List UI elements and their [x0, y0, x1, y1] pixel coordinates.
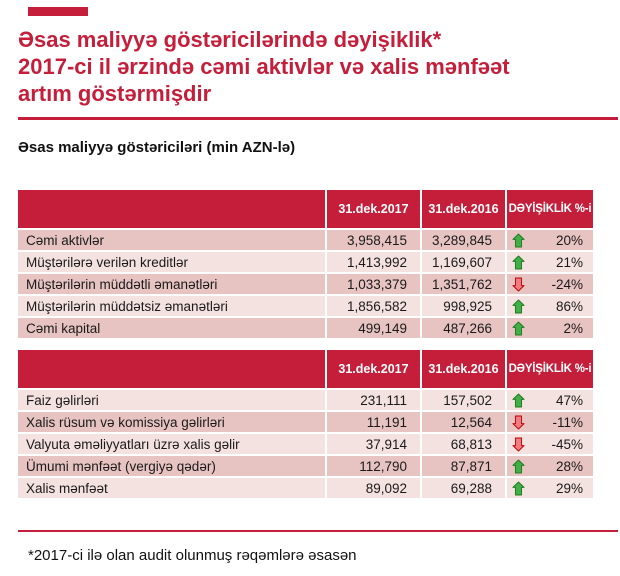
- value-2017: 1,856,582: [327, 296, 422, 318]
- financial-table-income: [18, 350, 593, 500]
- down-arrow-icon: [512, 415, 525, 430]
- column-header: 31.dek.2017: [327, 350, 422, 388]
- change-percent: 20%: [555, 232, 583, 248]
- footer-divider: [18, 530, 618, 532]
- page-title: [18, 26, 610, 107]
- value-2016: 12,564: [422, 412, 507, 434]
- change-cell: [507, 230, 593, 252]
- title-line: artım göstərmişdir: [18, 81, 212, 106]
- column-header: DƏYİŞİKLİK %-i: [507, 190, 593, 228]
- table-row: [18, 390, 593, 412]
- column-header: 31.dek.2016: [422, 350, 507, 388]
- value-2016: 69,288: [422, 478, 507, 500]
- brand-bar: [28, 7, 88, 16]
- table-row: [18, 412, 593, 434]
- value-2016: 157,502: [422, 390, 507, 412]
- table-row: [18, 318, 593, 340]
- value-2017: 112,790: [327, 456, 422, 478]
- value-2016: 87,871: [422, 456, 507, 478]
- up-arrow-icon: [512, 459, 525, 474]
- financial-table-balance: [18, 190, 593, 340]
- value-2017: 1,413,992: [327, 252, 422, 274]
- up-arrow-icon: [512, 233, 525, 248]
- change-percent: 28%: [555, 458, 583, 474]
- value-2016: 68,813: [422, 434, 507, 456]
- down-arrow-icon: [512, 277, 525, 292]
- value-2017: 499,149: [327, 318, 422, 340]
- table-header-row: [18, 190, 593, 228]
- change-percent: -11%: [552, 414, 583, 430]
- up-arrow-icon: [512, 299, 525, 314]
- change-percent: 29%: [555, 480, 583, 496]
- title-divider: [18, 117, 618, 120]
- change-cell: [507, 318, 593, 340]
- table-row: [18, 456, 593, 478]
- row-label: Xalis mənfəət: [18, 478, 327, 500]
- change-cell: [507, 296, 593, 318]
- change-cell: [507, 390, 593, 412]
- table-row: [18, 434, 593, 456]
- section-subtitle: Əsas maliyyə göstəriciləri (min AZN-lə): [18, 139, 296, 156]
- title-line: 2017-ci il ərzində cəmi aktivlər və xalis mənfəət: [18, 54, 510, 79]
- down-arrow-icon: [512, 437, 525, 452]
- value-2017: 3,958,415: [327, 230, 422, 252]
- change-cell: [507, 478, 593, 500]
- table-header-row: [18, 350, 593, 388]
- change-percent: 21%: [555, 254, 583, 270]
- value-2016: 487,266: [422, 318, 507, 340]
- up-arrow-icon: [512, 393, 525, 408]
- value-2016: 3,289,845: [422, 230, 507, 252]
- row-label: Müştərilərin müddətli əmanətləri: [18, 274, 327, 296]
- table-row: [18, 252, 593, 274]
- row-label: Xalis rüsum və komissiya gəlirləri: [18, 412, 327, 434]
- value-2017: 231,111: [327, 390, 422, 412]
- change-percent: -24%: [551, 276, 583, 292]
- value-2017: 11,191: [327, 412, 422, 434]
- column-header-empty: [18, 190, 327, 228]
- value-2016: 1,169,607: [422, 252, 507, 274]
- up-arrow-icon: [512, 255, 525, 270]
- up-arrow-icon: [512, 321, 525, 336]
- value-2017: 1,033,379: [327, 274, 422, 296]
- row-label: Cəmi kapital: [18, 318, 327, 340]
- change-cell: [507, 434, 593, 456]
- value-2016: 1,351,762: [422, 274, 507, 296]
- column-header-empty: [18, 350, 327, 388]
- value-2016: 998,925: [422, 296, 507, 318]
- table-row: [18, 230, 593, 252]
- change-percent: 2%: [563, 320, 583, 336]
- footnote: *2017-ci ilə olan audit olunmuş rəqəmlərə əsasən: [28, 547, 357, 564]
- value-2017: 37,914: [327, 434, 422, 456]
- change-cell: [507, 412, 593, 434]
- row-label: Müştərilərin müddətsiz əmanətləri: [18, 296, 327, 318]
- row-label: Müştərilərə verilən kreditlər: [18, 252, 327, 274]
- change-percent: 86%: [555, 298, 583, 314]
- row-label: Ümumi mənfəət (vergiyə qədər): [18, 456, 327, 478]
- table-row: [18, 274, 593, 296]
- column-header: 31.dek.2017: [327, 190, 422, 228]
- change-percent: 47%: [555, 392, 583, 408]
- value-2017: 89,092: [327, 478, 422, 500]
- change-percent: -45%: [551, 436, 583, 452]
- table-body: [18, 390, 593, 500]
- change-cell: [507, 252, 593, 274]
- column-header: DƏYİŞİKLİK %-i: [507, 350, 593, 388]
- change-cell: [507, 274, 593, 296]
- table-row: [18, 478, 593, 500]
- title-line: Əsas maliyyə göstəricilərində dəyişiklik*: [18, 27, 442, 52]
- table-row: [18, 296, 593, 318]
- row-label: Faiz gəlirləri: [18, 390, 327, 412]
- change-cell: [507, 456, 593, 478]
- table-body: [18, 230, 593, 340]
- row-label: Valyuta əməliyyatları üzrə xalis gəlir: [18, 434, 327, 456]
- column-header: 31.dek.2016: [422, 190, 507, 228]
- row-label: Cəmi aktivlər: [18, 230, 327, 252]
- up-arrow-icon: [512, 481, 525, 496]
